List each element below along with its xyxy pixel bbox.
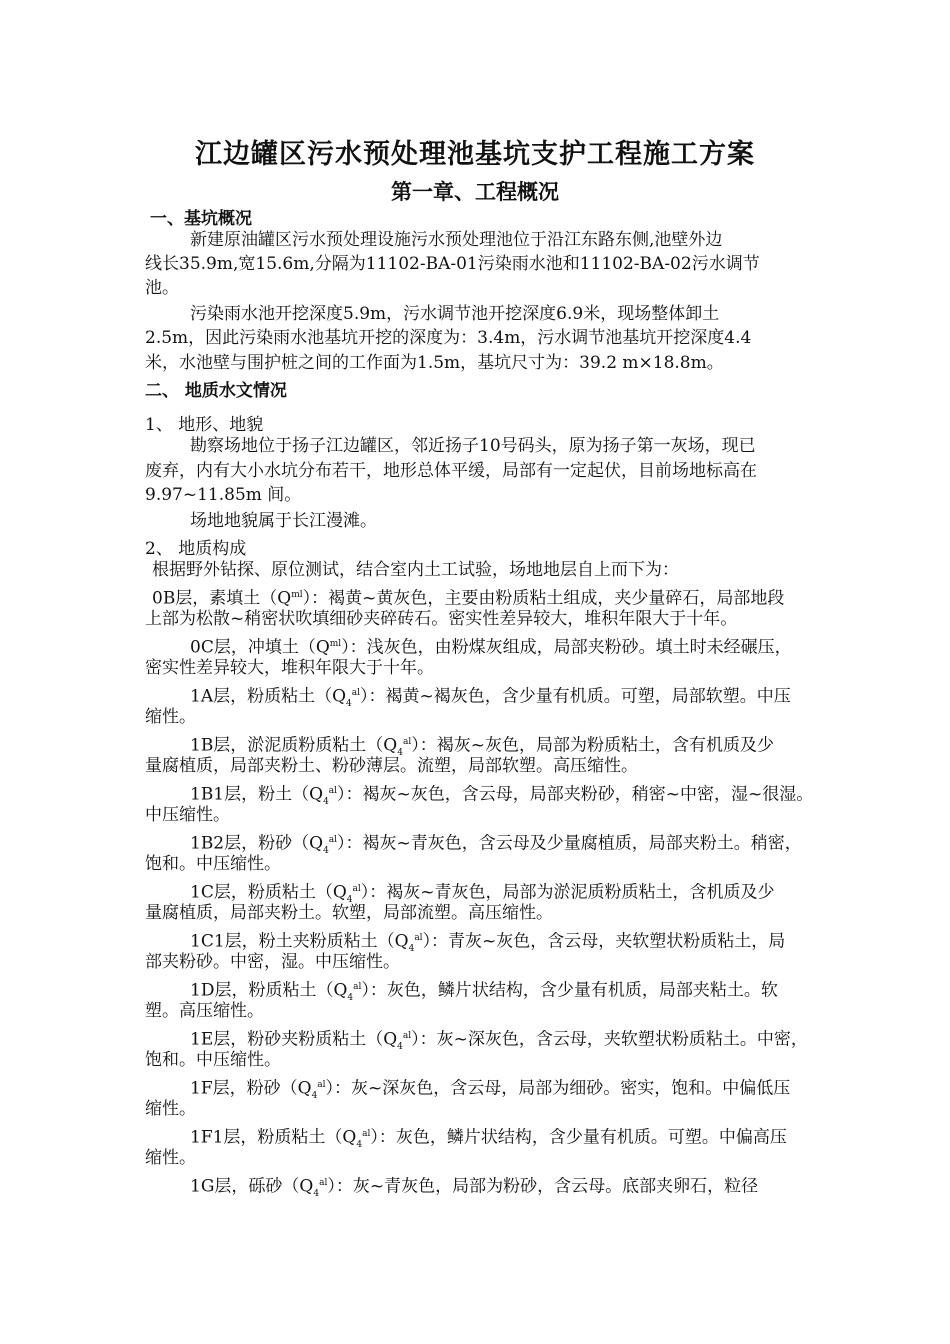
paragraph-line: 根据野外钻探、原位测试，结合室内土工试验，场地地层自上而下为： — [152, 560, 679, 580]
paragraph-line: 上部为松散~稍密状吹填细砂夹碎砖石。密实性差异较大，堆积年限大于十年。 — [145, 609, 738, 629]
layer-1c1-line: 1C1层，粉土夹粉质粘土$(Q_4^{al})$：青灰~灰色，含云母，夹软塑状粉质粘土，局 — [190, 931, 786, 955]
paragraph-line: 新建原油罐区污水预处理设施污水预处理池位于沿江东路东侧,池壁外边 — [190, 230, 723, 250]
paragraph-line: 米，水池壁与围护桩之间的工作面为1.5m，基坑尺寸为：39.2 m×18.8m。 — [145, 353, 724, 373]
paragraph-line: 饱和。中压缩性。 — [145, 1050, 281, 1070]
subsection-heading: 2、 地质构成 — [145, 539, 247, 559]
section-heading-1: 一、基坑概况 — [150, 209, 252, 229]
layer-0b-line: 0B层，素填土$(Q^{ml})$：褐黄~黄灰色，主要由粉质粘土组成，夹少量碎石，局部地段 — [152, 588, 785, 609]
paragraph-line: 塑。高压缩性。 — [145, 1001, 264, 1021]
layer-1g-line: 1G层，砾砂$(Q_4^{al})$：灰~青灰色，局部为粉砂，含云母。底部夹卵石，粒径 — [190, 1176, 759, 1200]
paragraph-line: 废弃，内有大小水坑分布若干，地形总体平缓，局部有一定起伏，目前场地标高在 — [145, 461, 757, 481]
layer-1b-line: 1B层，淤泥质粉质粘土$(Q_4^{al})$：褐灰~灰色，局部为粉质粘土，含有机质及少 — [190, 735, 774, 759]
layer-1b1-line: 1B1层，粉土$(Q_4^{al})$：褐灰~灰色，含云母，局部夹粉砂，稍密~中密，湿~很湿。 — [190, 784, 814, 808]
paragraph-line: 量腐植质，局部夹粉土、粉砂薄层。流塑，局部软塑。高压缩性。 — [145, 756, 638, 776]
document-title: 江边罐区污水预处理池基坑支护工程施工方案 — [195, 139, 755, 170]
paragraph-line: 缩性。 — [145, 707, 196, 727]
paragraph-line: 饱和。中压缩性。 — [145, 854, 281, 874]
paragraph-line: 池。 — [145, 278, 179, 298]
chapter-heading: 第一章、工程概况 — [391, 179, 559, 204]
layer-1d-line: 1D层，粉质粘土$(Q_4^{al})$：灰色，鳞片状结构，含少量有机质，局部夹粘土。软 — [190, 980, 778, 1004]
layer-1a-line: 1A层，粉质粘土$(Q_4^{al})$：褐黄~褐灰色，含少量有机质。可塑，局部软塑。中压 — [190, 686, 791, 710]
layer-1f-line: 1F层，粉砂$(Q_4^{al})$：灰~深灰色，含云母，局部为细砂。密实，饱和。中偏低压 — [190, 1078, 791, 1102]
paragraph-line: 缩性。 — [145, 1148, 196, 1168]
paragraph-line: 中压缩性。 — [145, 805, 230, 825]
paragraph-line: 部夹粉砂。中密，湿。中压缩性。 — [145, 952, 400, 972]
paragraph-line: 勘察场地位于扬子江边罐区，邻近扬子10号码头，原为扬子第一灰场，现已 — [190, 436, 756, 456]
layer-1c-line: 1C层，粉质粘土$(Q_4^{al})$：褐灰~青灰色，局部为淤泥质粉质粘土，含机质及少 — [190, 882, 775, 906]
layer-1f1-line: 1F1层，粉质粘土$(Q_4^{al})$：灰色，鳞片状结构，含少量有机质。可塑。中偏高压 — [190, 1127, 787, 1151]
paragraph-line: 密实性差异较大，堆积年限大于十年。 — [145, 658, 434, 678]
paragraph-line: 量腐植质，局部夹粉土。软塑，局部流塑。高压缩性。 — [145, 903, 553, 923]
paragraph-line: 污染雨水池开挖深度5.9m，污水调节池开挖深度6.9米，现场整体卸土 — [190, 304, 720, 324]
paragraph-line: 9.97~11.85m 间。 — [145, 485, 302, 505]
layer-1b2-line: 1B2层，粉砂$(Q_4^{al})$：褐灰~青灰色，含云母及少量腐植质，局部夹粉土。稍密， — [190, 833, 802, 857]
paragraph-line: 场地地貌属于长江漫滩。 — [190, 511, 377, 531]
paragraph-line: 线长35.9m,宽15.6m,分隔为11102-BA-01污染雨水池和11102-BA-02污水调节 — [145, 254, 760, 274]
paragraph-line: 2.5m，因此污染雨水池基坑开挖的深度为：3.4m，污水调节池基坑开挖深度4.4 — [145, 328, 752, 348]
subsection-heading: 1、 地形、地貌 — [145, 415, 264, 435]
paragraph-line: 缩性。 — [145, 1099, 196, 1119]
layer-1e-line: 1E层，粉砂夹粉质粘土$(Q_4^{al})$：灰~深灰色，含云母，夹软塑状粉质粘土。中密， — [190, 1029, 808, 1053]
section-heading-2: 二、 地质水文情况 — [145, 381, 287, 401]
layer-0c-line: 0C层，冲填土$(Q^{ml})$：浅灰色，由粉煤灰组成，局部夹粉砂。填土时未经碾压， — [190, 637, 792, 658]
